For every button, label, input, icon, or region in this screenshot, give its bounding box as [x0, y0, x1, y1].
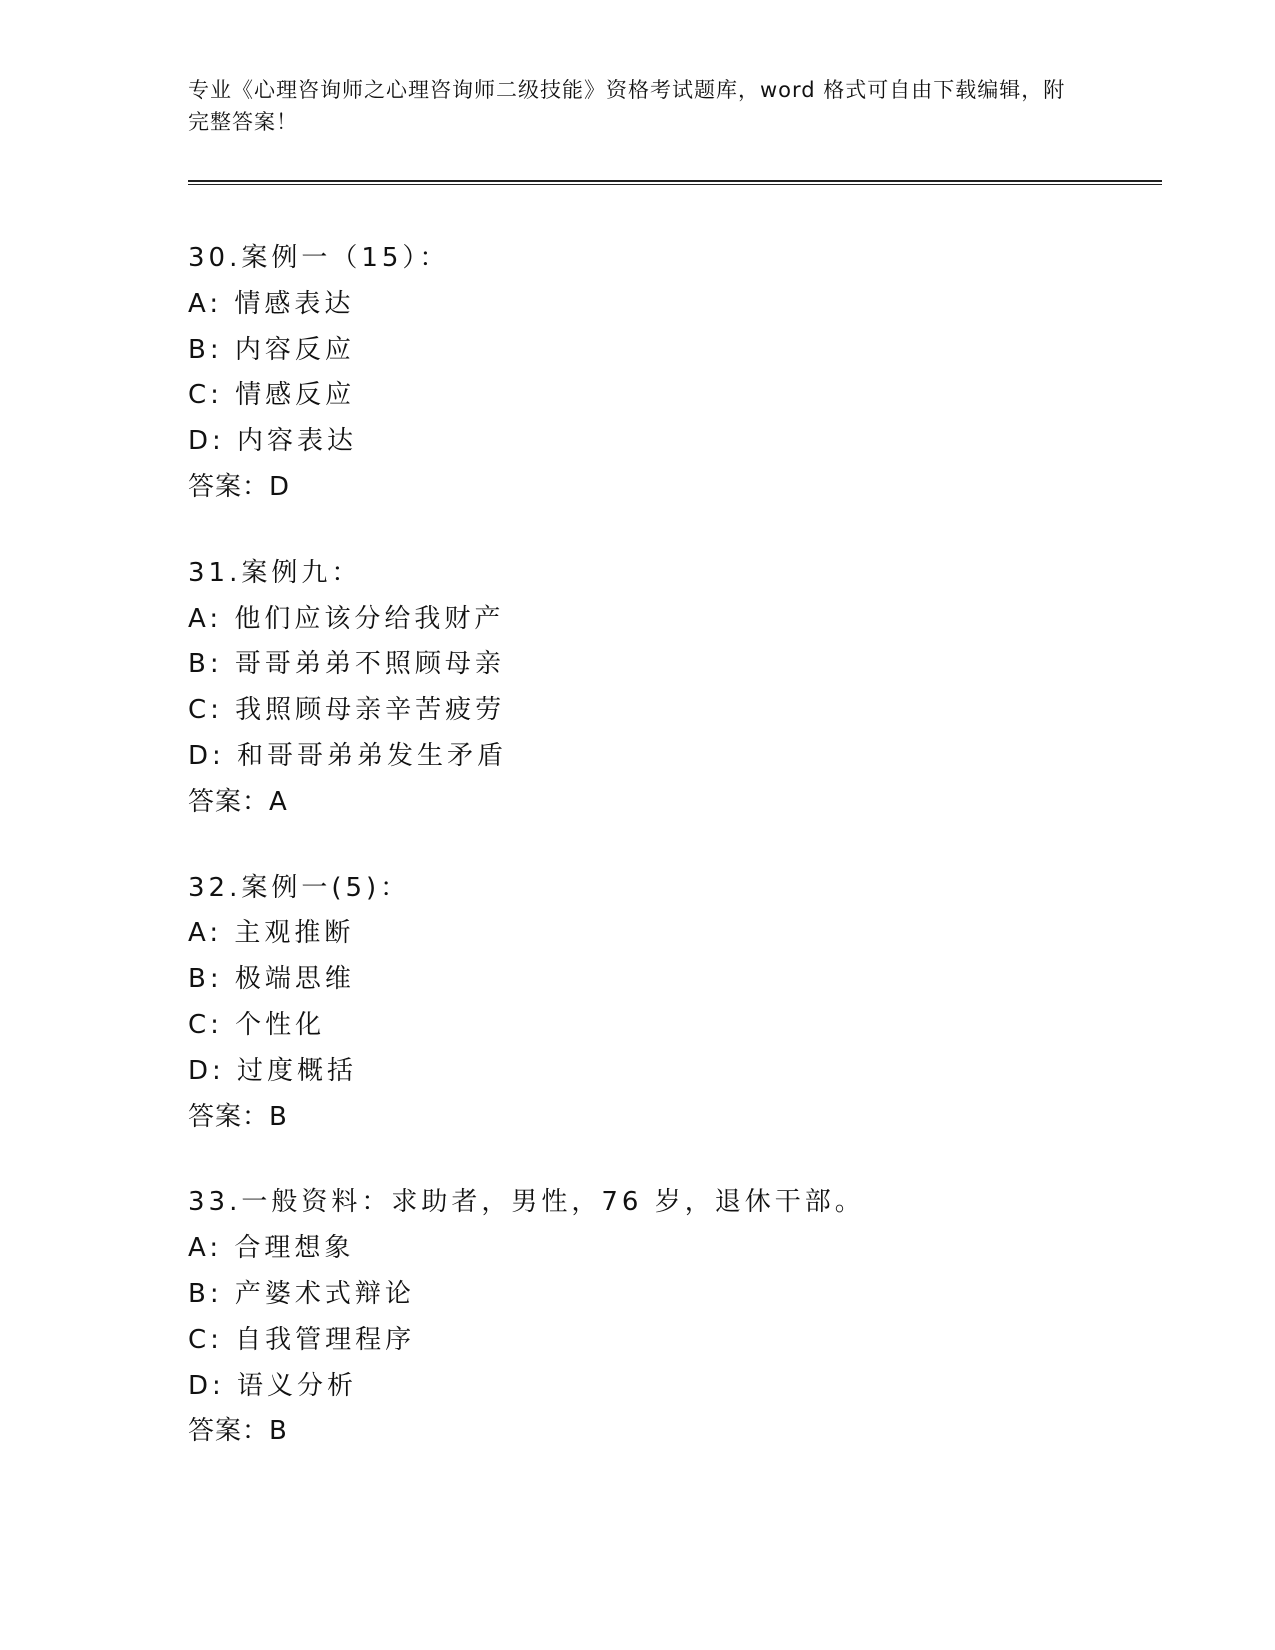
- question-item: [188, 866, 1148, 1141]
- option-c: C: 个性化: [188, 1009, 326, 1040]
- option-c: C: 情感反应: [188, 380, 356, 411]
- page-header: 专业《心理咨询师之心理咨询师二级技能》资格考试题库，word 格式可自由下载编辑，附完整答案！: [188, 78, 1066, 134]
- option-a: A: 他们应该分给我财产: [188, 603, 505, 634]
- option-d: D: 过度概括: [188, 1055, 358, 1086]
- question-item: [188, 236, 1148, 511]
- option-d: D: 和哥哥弟弟发生矛盾: [188, 740, 508, 771]
- question-stem: 32.案例一(5)：: [188, 872, 411, 903]
- answer: 答案：B: [188, 1416, 288, 1447]
- option-b: B: 产婆术式辩论: [188, 1278, 415, 1309]
- option-b: B: 极端思维: [188, 964, 355, 995]
- question-item: [188, 551, 1148, 826]
- answer: 答案：A: [188, 786, 288, 817]
- answer: 答案：B: [188, 1101, 288, 1132]
- option-b: B: 哥哥弟弟不照顾母亲: [188, 649, 505, 680]
- option-d: D: 内容表达: [188, 426, 358, 457]
- option-a: A: 主观推断: [188, 918, 355, 949]
- question-list: [188, 236, 1148, 1495]
- option-a: A: 情感表达: [188, 288, 355, 319]
- answer: 答案：D: [188, 471, 291, 502]
- option-c: C: 自我管理程序: [188, 1324, 416, 1355]
- question-item: [188, 1180, 1148, 1455]
- question-stem: 30.案例一（15）：: [188, 243, 450, 273]
- question-stem: 31.案例九：: [188, 557, 362, 588]
- option-d: D: 语义分析: [188, 1370, 358, 1401]
- option-b: B: 内容反应: [188, 334, 355, 365]
- option-a: A: 合理想象: [188, 1233, 355, 1264]
- option-c: C: 我照顾母亲辛苦疲劳: [188, 695, 506, 726]
- question-stem: 33.一般资料：求助者，男性，76 岁，退休干部。: [188, 1187, 865, 1218]
- header-divider: [188, 180, 1162, 185]
